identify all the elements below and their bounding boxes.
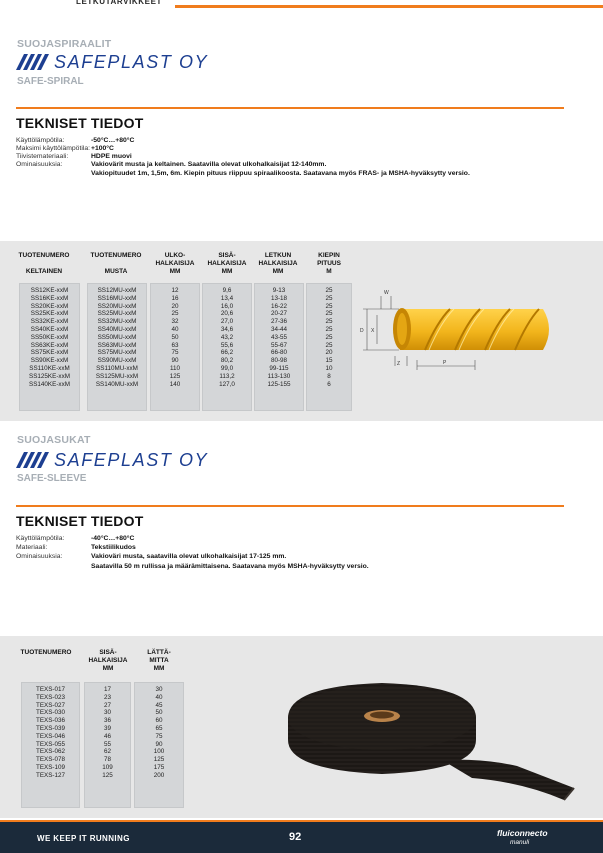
table-cell: 75 xyxy=(171,349,179,357)
table-cell: 100 xyxy=(153,748,165,756)
footer-slogan: WE KEEP IT RUNNING xyxy=(37,834,130,843)
table-cell: TEXS-027 xyxy=(35,701,66,709)
col-head-line: MITTA xyxy=(149,657,169,664)
table-cell: 36 xyxy=(103,717,111,725)
table-cell: 25 xyxy=(325,302,333,310)
table-cell: SS32KE-xxM xyxy=(30,318,69,326)
table-cell: 27,0 xyxy=(220,318,234,326)
table-cell: SS90MU-xxM xyxy=(97,357,137,365)
spiral-product-name: SAFE-SPIRAL xyxy=(17,76,84,87)
table-cell: 16,0 xyxy=(220,302,234,310)
spec-key: Maksimi käyttölämpötila: xyxy=(16,145,91,152)
sleeve-roll-image xyxy=(282,678,582,803)
col-head-line: PITUUS xyxy=(317,260,341,267)
table-cell: 60 xyxy=(155,717,163,725)
spec-key: Ominaisuuksia: xyxy=(16,161,63,168)
table-cell: SS50MU-xxM xyxy=(97,333,137,341)
page-header xyxy=(0,0,603,12)
table-cell: 113,2 xyxy=(219,372,235,380)
spiral-col-yellow-codes xyxy=(19,283,80,411)
spiral-col-head xyxy=(84,252,148,276)
col-head-line: MM xyxy=(272,268,284,275)
sleeve-col-codes xyxy=(21,682,80,808)
table-cell: 25 xyxy=(171,310,179,318)
table-cell: SS12KE-xxM xyxy=(30,287,69,294)
table-cell: TEXS-078 xyxy=(35,756,66,764)
spiral-col-head xyxy=(252,252,304,276)
table-cell: 27 xyxy=(103,701,111,709)
sleeve-spec-row xyxy=(16,544,561,552)
spec-value: Tekstiilikudos xyxy=(91,544,136,551)
table-cell: 99,0 xyxy=(220,364,234,372)
table-cell: 16-22 xyxy=(270,302,288,310)
col-head-line: HALKAISIJA xyxy=(88,657,128,664)
spiral-col-black-codes xyxy=(87,283,147,411)
spiral-dimension-diagram xyxy=(355,282,560,372)
col-head-line: LETKUN xyxy=(264,252,292,259)
sleeve-col-head xyxy=(134,649,184,673)
table-cell: 32 xyxy=(171,318,179,326)
sleeve-divider xyxy=(16,505,564,507)
header-rule xyxy=(175,5,603,8)
table-cell: 25 xyxy=(325,341,333,349)
table-cell: 10 xyxy=(325,364,333,372)
table-cell: 65 xyxy=(155,724,163,732)
sleeve-brand-logo xyxy=(16,449,208,471)
table-cell: TEXS-036 xyxy=(35,717,66,725)
table-cell: 25 xyxy=(325,325,333,333)
table-cell: 43-55 xyxy=(270,333,288,341)
dim-label-x: X xyxy=(371,328,375,334)
table-cell: 30 xyxy=(155,686,163,693)
footer-brand-sub: manuli xyxy=(510,839,530,846)
table-cell: SS40MU-xxM xyxy=(97,325,137,333)
table-cell: 50 xyxy=(171,333,179,341)
brand-name: SAFEPLAST OY xyxy=(54,449,209,470)
table-cell: 16 xyxy=(171,294,179,302)
table-cell: TEXS-127 xyxy=(35,771,66,779)
col-head-line: ULKO- xyxy=(164,252,186,259)
table-cell: 13,4 xyxy=(220,294,234,302)
table-cell: 90 xyxy=(171,357,179,365)
table-cell: 43,2 xyxy=(220,333,234,341)
spiral-spec-row xyxy=(16,145,561,153)
spiral-spec-row xyxy=(16,170,561,178)
table-cell: TEXS-030 xyxy=(35,709,66,717)
table-cell: SS25MU-xxM xyxy=(97,310,137,318)
table-cell: 20 xyxy=(325,349,333,357)
table-cell: SS140KE-xxM xyxy=(29,380,70,388)
table-cell: 66-80 xyxy=(270,349,288,357)
table-cell: 50 xyxy=(155,709,163,717)
roll-body xyxy=(288,683,574,800)
col-head-line: SISÄ- xyxy=(99,649,117,656)
col-head-line: LÄTTÄ- xyxy=(147,649,171,656)
table-cell: SS20KE-xxM xyxy=(30,302,69,310)
table-cell: TEXS-017 xyxy=(35,686,66,693)
table-cell: TEXS-046 xyxy=(35,732,66,740)
spec-value: -40°C…+80°C xyxy=(91,535,135,542)
spiral-col-coil-length xyxy=(306,283,352,411)
col-head-line: MM xyxy=(153,665,165,672)
spiral-col-head xyxy=(307,252,351,276)
col-head-line: TUOTENUMERO xyxy=(20,649,72,656)
table-cell: SS125MU-xxM xyxy=(95,372,139,380)
spiral-spec-row xyxy=(16,161,561,169)
table-cell: 13-18 xyxy=(270,294,288,302)
dim-label-w: W xyxy=(384,290,389,296)
table-cell: 25 xyxy=(325,294,333,302)
spec-key: Materiaali: xyxy=(16,544,48,551)
spiral-brand-logo xyxy=(16,51,208,73)
table-cell: 109 xyxy=(102,763,113,771)
sleeve-section-title: SUOJASUKAT xyxy=(17,434,91,446)
col-head-line: MM xyxy=(169,268,181,275)
table-cell: 25 xyxy=(325,333,333,341)
table-cell: 125 xyxy=(153,756,165,764)
page-number: 92 xyxy=(289,831,302,843)
spec-value: Vakioväri musta, saatavilla olevat ulkohalkaisijat 17-125 mm. xyxy=(91,553,287,560)
col-head-line: M xyxy=(326,268,332,275)
table-cell: 12 xyxy=(171,287,179,294)
spec-key: Tiivistemateriaali: xyxy=(16,153,69,160)
spiral-col-head xyxy=(14,252,74,276)
sleeve-spec-row xyxy=(16,563,561,571)
table-cell: SS16KE-xxM xyxy=(30,294,69,302)
table-cell: 55 xyxy=(103,740,111,748)
table-cell: 127,0 xyxy=(219,380,235,388)
table-cell: 20 xyxy=(171,302,179,310)
table-cell: 40 xyxy=(155,693,163,701)
table-cell: 63 xyxy=(171,341,179,349)
table-cell: SS40KE-xxM xyxy=(30,325,69,333)
spec-value: -50°C…+80°C xyxy=(91,137,135,144)
dim-label-z: Z xyxy=(397,361,401,367)
category-label: LETKUTARVIKKEET xyxy=(76,0,163,6)
spiral-divider xyxy=(16,107,564,109)
table-cell: 34-44 xyxy=(270,325,288,333)
table-cell: 78 xyxy=(103,756,111,764)
table-cell: SS16MU-xxM xyxy=(97,294,137,302)
table-cell: TEXS-062 xyxy=(35,748,66,756)
col-head-line: TUOTENUMERO xyxy=(18,252,70,259)
footer-brand: fluiconnecto xyxy=(497,828,548,838)
table-cell: SS63KE-xxM xyxy=(30,341,69,349)
table-cell: SS50KE-xxM xyxy=(30,333,69,341)
table-cell: 110 xyxy=(169,364,181,372)
table-cell: 25 xyxy=(325,310,333,318)
table-cell: SS32MU-xxM xyxy=(97,318,137,326)
spiral-tube xyxy=(393,308,549,350)
table-cell: 27-36 xyxy=(270,318,288,326)
safeplast-logo-icon xyxy=(16,452,50,468)
dim-label-p: P xyxy=(443,360,447,366)
table-cell: TEXS-055 xyxy=(35,740,66,748)
table-cell: 30 xyxy=(103,709,111,717)
spec-key xyxy=(16,563,91,571)
table-cell: 125 xyxy=(102,771,113,779)
col-head-line: KIEPIN xyxy=(318,252,340,259)
table-cell: TEXS-109 xyxy=(35,763,66,771)
spiral-col-head xyxy=(150,252,200,276)
table-cell: SS110MU-xxM xyxy=(96,364,138,372)
table-cell: 45 xyxy=(155,701,163,709)
table-cell: 140 xyxy=(169,380,181,388)
table-cell: 55-67 xyxy=(270,341,288,349)
col-head-line: HALKAISIJA xyxy=(207,260,247,267)
table-cell: 20,6 xyxy=(220,310,234,318)
table-cell: 25 xyxy=(325,318,333,326)
table-cell: 25 xyxy=(325,287,333,294)
spec-key: Käyttölämpötila: xyxy=(16,535,65,542)
spiral-col-hose-diameter xyxy=(254,283,304,411)
sleeve-col-flat-width xyxy=(134,682,184,808)
table-cell: 66,2 xyxy=(220,349,234,357)
table-cell: 34,6 xyxy=(220,325,234,333)
sleeve-product-name: SAFE-SLEEVE xyxy=(17,473,87,484)
sleeve-spec-row xyxy=(16,553,561,561)
table-cell: TEXS-023 xyxy=(35,693,66,701)
safeplast-logo-icon xyxy=(16,54,50,70)
table-cell: SS20MU-xxM xyxy=(97,302,137,310)
table-cell: 80,2 xyxy=(220,357,234,365)
spec-value: Vakiovärit musta ja keltainen. Saatavilla olevat ulkohalkaisijat 12-140mm. xyxy=(91,161,327,168)
brand-name: SAFEPLAST OY xyxy=(54,51,209,72)
table-cell: SS75KE-xxM xyxy=(30,349,69,357)
spec-key: Käyttölämpötila: xyxy=(16,137,65,144)
table-cell: 80-98 xyxy=(270,357,288,365)
spec-value: Vakiopituudet 1m, 1,5m, 6m. Kiepin pituus riippuu spiraalikoosta. Saatavana myös FRAS- ja MSHA-hyväksytty versio. xyxy=(91,170,470,177)
spiral-specs-heading: TEKNISET TIEDOT xyxy=(16,115,144,131)
page-footer xyxy=(0,822,603,853)
table-cell: 23 xyxy=(103,693,111,701)
spiral-spec-row xyxy=(16,153,561,161)
spec-value: Saatavilla 50 m rullissa ja määrämittaisena. Saatavana myös MSHA-hyväksytty versio. xyxy=(91,563,369,570)
spiral-spec-row xyxy=(16,137,561,145)
spec-key xyxy=(16,170,91,178)
table-cell: 46 xyxy=(103,732,111,740)
spiral-col-inner-diameter xyxy=(202,283,252,411)
col-head-line: MM xyxy=(221,268,233,275)
table-cell: 62 xyxy=(103,748,111,756)
table-cell: SS75MU-xxM xyxy=(97,349,137,357)
sleeve-spec-row xyxy=(16,535,561,543)
table-cell: 8 xyxy=(327,372,331,380)
sleeve-specs-heading: TEKNISET TIEDOT xyxy=(16,513,144,529)
table-cell: 55,6 xyxy=(220,341,234,349)
table-cell: 20-27 xyxy=(270,310,288,318)
table-cell: 75 xyxy=(155,732,163,740)
table-cell: SS90KE-xxM xyxy=(30,357,69,365)
table-cell: 9-13 xyxy=(272,287,286,294)
table-cell: 125 xyxy=(169,372,181,380)
dim-label-d: D xyxy=(360,328,364,334)
col-head-line: MM xyxy=(102,665,114,672)
table-cell: 175 xyxy=(153,763,165,771)
sleeve-col-inner-diameter xyxy=(84,682,131,808)
col-head-line: TUOTENUMERO xyxy=(90,252,142,259)
table-cell: SS63MU-xxM xyxy=(97,341,137,349)
col-head-line: SISÄ- xyxy=(218,252,236,259)
table-cell: SS110KE-xxM xyxy=(29,364,70,372)
table-cell: 17 xyxy=(103,686,111,693)
spec-value: HDPE muovi xyxy=(91,153,132,160)
spec-key: Ominaisuuksia: xyxy=(16,553,63,560)
table-cell: 9,6 xyxy=(222,287,232,294)
col-head-line: KELTAINEN xyxy=(25,268,63,275)
sleeve-col-head xyxy=(14,649,78,657)
table-cell: 125-155 xyxy=(267,380,291,388)
table-cell: 15 xyxy=(325,357,333,365)
table-cell: 39 xyxy=(103,724,111,732)
table-cell: SS140MU-xxM xyxy=(95,380,139,388)
spec-value: +100°C xyxy=(91,145,114,152)
spiral-section-title: SUOJASPIRAALIT xyxy=(17,38,112,50)
table-cell: 90 xyxy=(155,740,163,748)
col-head-line: HALKAISIJA xyxy=(258,260,298,267)
col-head-line: MUSTA xyxy=(104,268,128,275)
table-cell: SS12MU-xxM xyxy=(97,287,137,294)
table-cell: 200 xyxy=(153,771,165,779)
spiral-col-outer-diameter xyxy=(150,283,200,411)
table-cell: 40 xyxy=(171,325,179,333)
table-cell: 113-130 xyxy=(267,372,291,380)
table-cell: 99-115 xyxy=(269,364,289,372)
table-cell: SS125KE-xxM xyxy=(29,372,70,380)
sleeve-col-head xyxy=(82,649,134,673)
spiral-col-head xyxy=(202,252,252,276)
table-cell: 6 xyxy=(327,380,331,388)
table-cell: TEXS-039 xyxy=(35,724,66,732)
table-cell: SS25KE-xxM xyxy=(30,310,69,318)
col-head-line: HALKAISIJA xyxy=(155,260,195,267)
